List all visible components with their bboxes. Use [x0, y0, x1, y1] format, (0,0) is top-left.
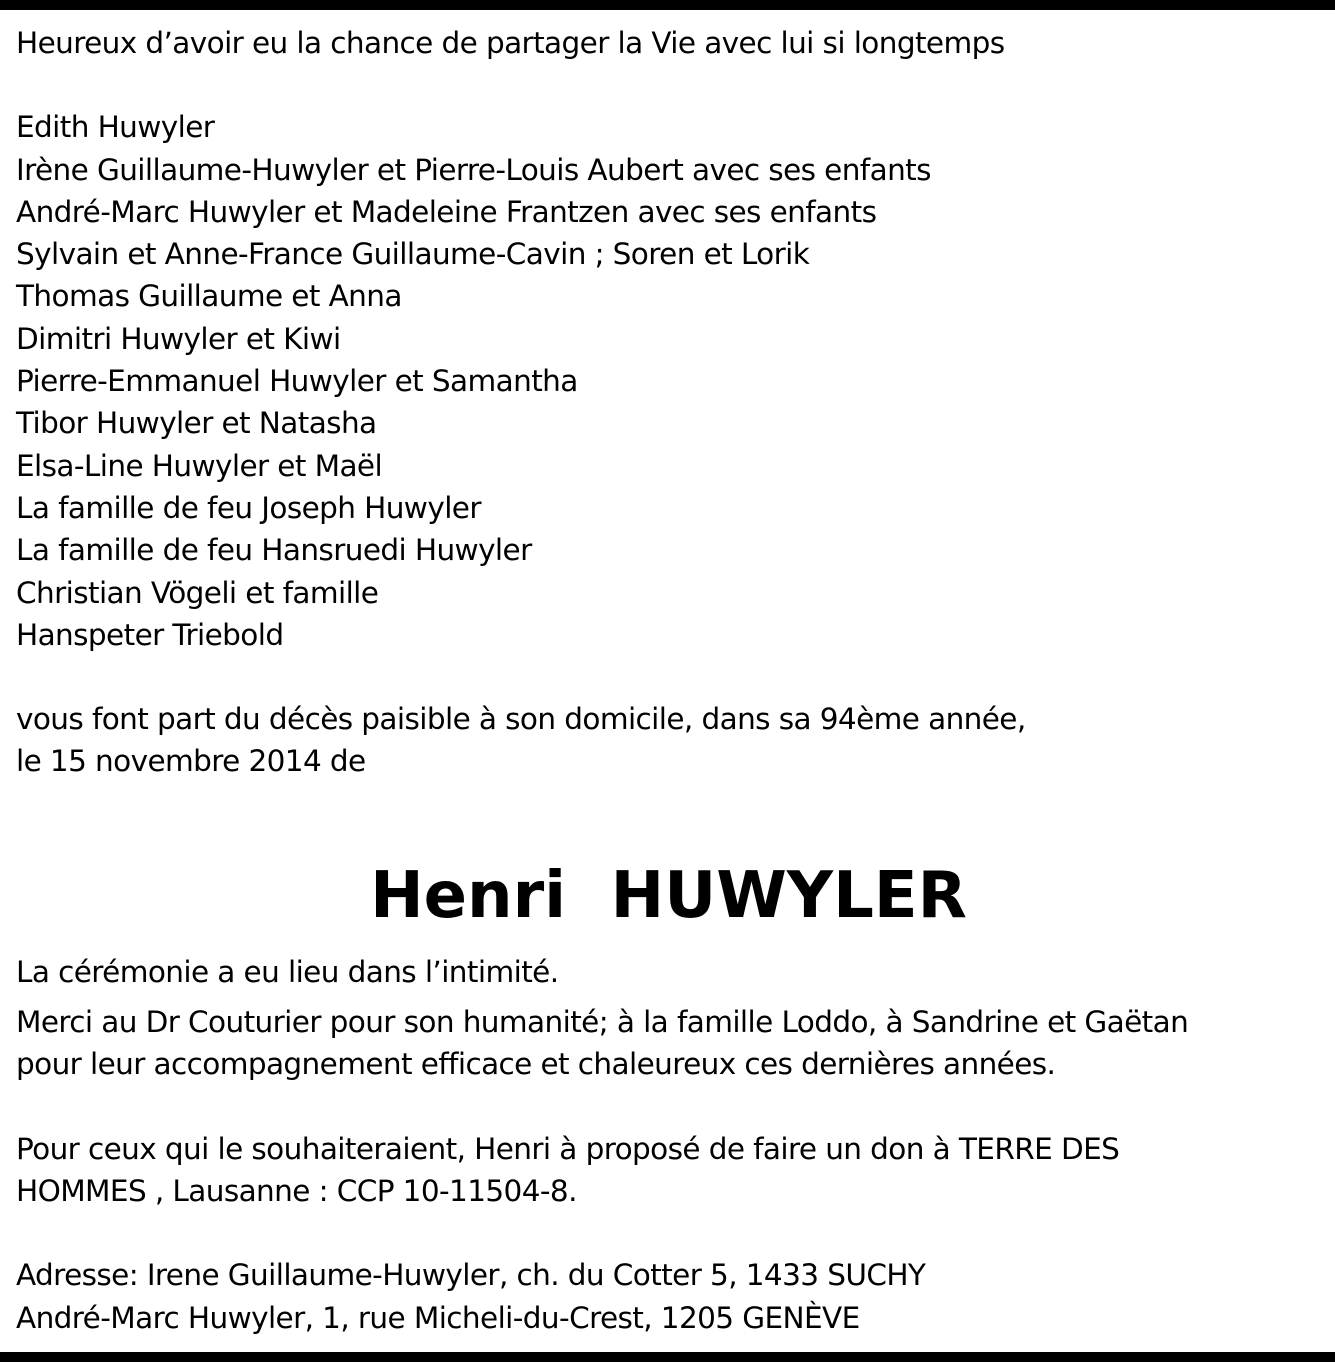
bottom-border-rule [0, 1352, 1335, 1362]
spacer [16, 64, 1321, 106]
family-member: La famille de feu Hansruedi Huwyler [16, 533, 532, 568]
family-member: André-Marc Huwyler et Madeleine Frantzen avec ses enfants [16, 194, 877, 229]
family-member: Elsa-Line Huwyler et Maël [16, 448, 383, 483]
family-member: Thomas Guillaume et Anna [16, 279, 402, 314]
announcement-line: vous font part du décès paisible à son domicile, dans sa 94ème année, [16, 702, 1026, 737]
spacer [16, 656, 1321, 698]
family-list [16, 106, 1321, 656]
donation-line: HOMMES , Lausanne : CCP 10-11504-8. [16, 1173, 577, 1208]
family-member: Edith Huwyler [16, 110, 215, 145]
obituary-notice [16, 22, 1321, 1339]
donation-line: Pour ceux qui le souhaiteraient, Henri à proposé de faire un don à TERRE DES [16, 1131, 1120, 1166]
address-block [16, 1254, 1321, 1339]
announcement-line: le 15 novembre 2014 de [16, 744, 366, 779]
family-member: Irène Guillaume-Huwyler et Pierre-Louis Aubert avec ses enfants [16, 152, 931, 187]
spacer [16, 783, 1321, 851]
thanks-line: pour leur accompagnement efficace et chaleureux ces dernières années. [16, 1047, 1056, 1082]
top-border-rule [0, 0, 1335, 10]
deceased-name: Henri HUWYLER [370, 858, 967, 933]
family-member: Pierre-Emmanuel Huwyler et Samantha [16, 364, 578, 399]
thanks-line: Merci au Dr Couturier pour son humanité; à la famille Loddo, à Sandrine et Gaëtan [16, 1005, 1189, 1040]
spacer [16, 1212, 1321, 1254]
spacer [16, 993, 1321, 1001]
family-member: Dimitri Huwyler et Kiwi [16, 321, 341, 356]
address-line: Adresse: Irene Guillaume-Huwyler, ch. du Cotter 5, 1433 SUCHY [16, 1258, 926, 1293]
ceremony-text: La cérémonie a eu lieu dans l’intimité. [16, 954, 559, 989]
spacer [16, 1086, 1321, 1128]
family-member: Hanspeter Triebold [16, 617, 284, 652]
family-member: Christian Vögeli et famille [16, 575, 379, 610]
family-member: Sylvain et Anne-France Guillaume-Cavin ; Soren et Lorik [16, 237, 810, 272]
announcement [16, 698, 1321, 783]
donation-paragraph [16, 1128, 1321, 1213]
thanks-paragraph [16, 1001, 1321, 1086]
family-member: La famille de feu Joseph Huwyler [16, 490, 481, 525]
family-member: Tibor Huwyler et Natasha [16, 406, 377, 441]
address-line: André-Marc Huwyler, 1, rue Micheli-du-Crest, 1205 GENÈVE [16, 1300, 860, 1335]
intro-text: Heureux d’avoir eu la chance de partager la Vie avec lui si longtemps [16, 26, 1005, 60]
